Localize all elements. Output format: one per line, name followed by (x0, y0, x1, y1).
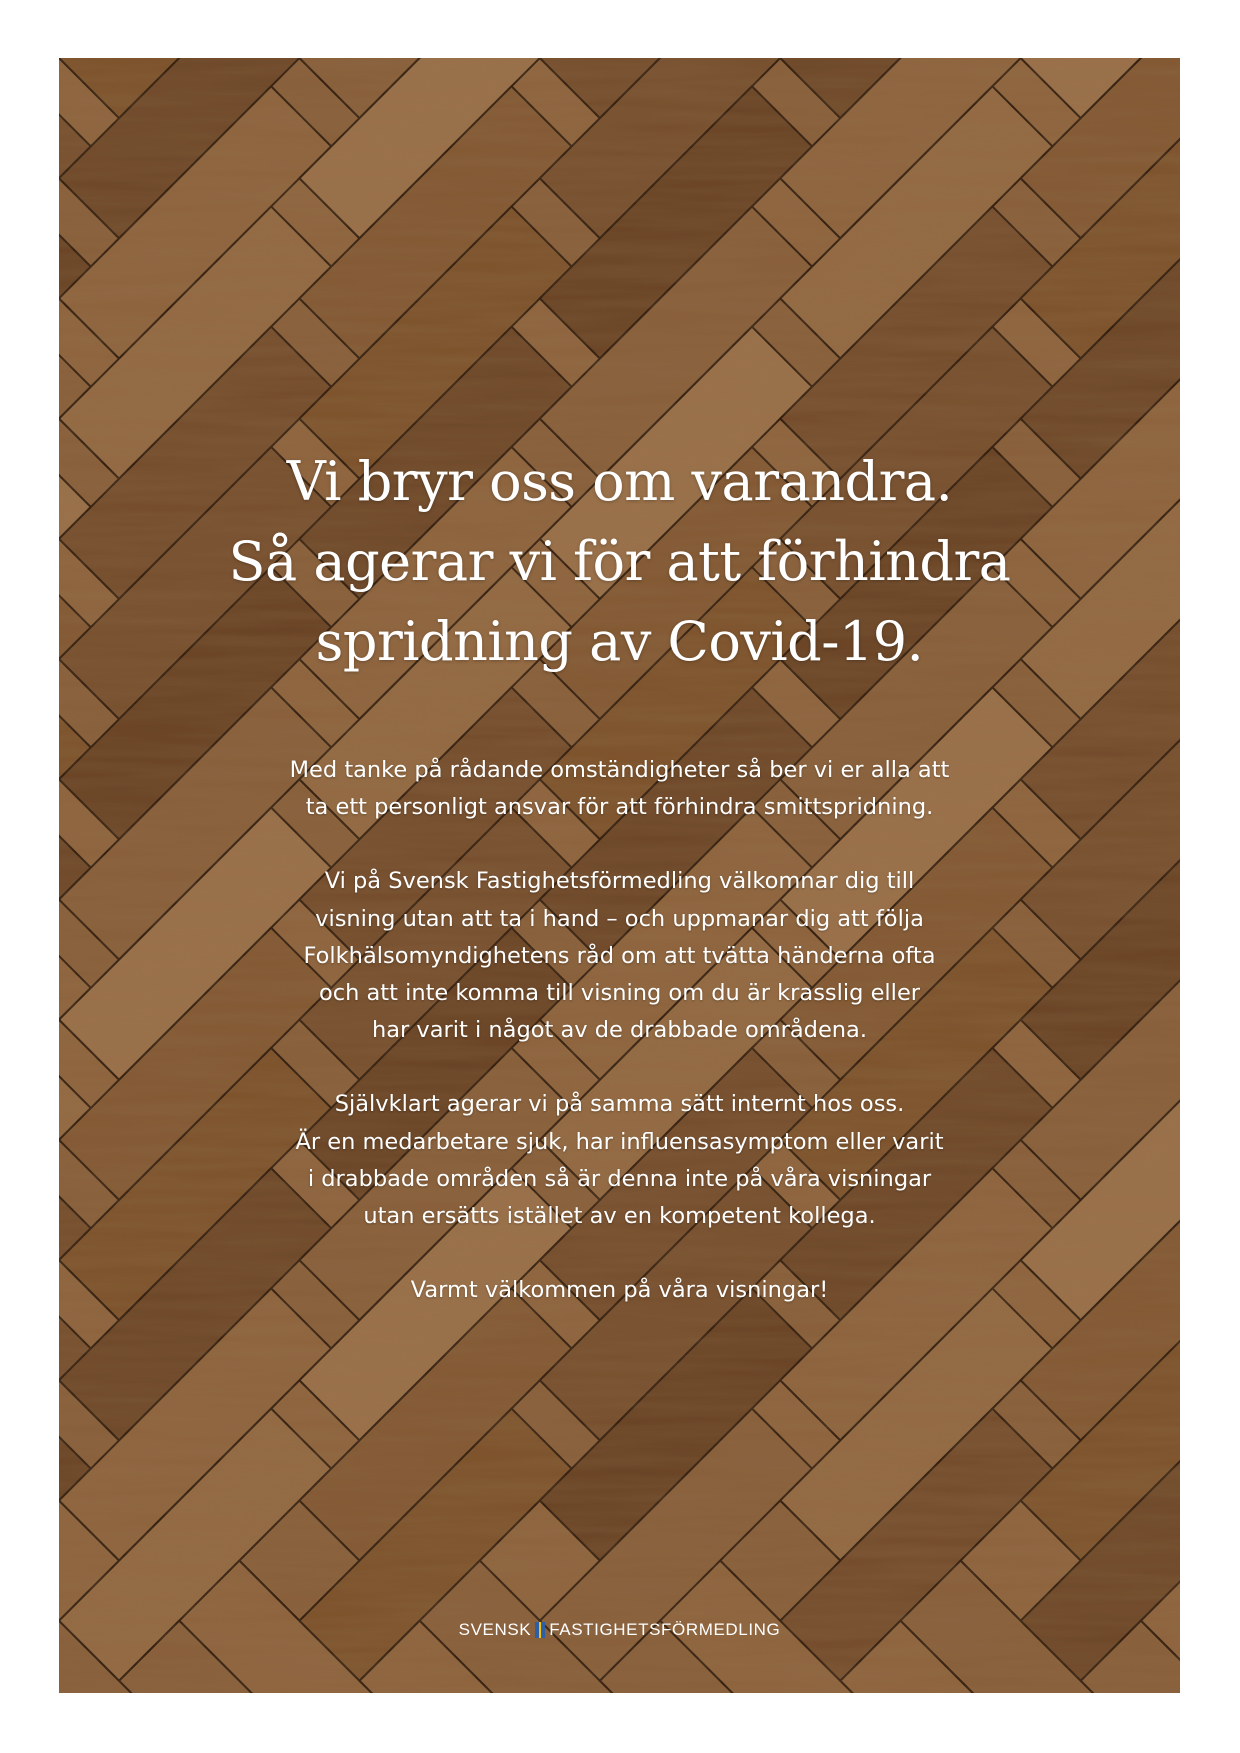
company-logo (59, 1620, 1180, 1640)
poster-content (59, 58, 1180, 1693)
text-line: Varmt välkommen på våra visningar! (410, 1277, 829, 1304)
paragraph-welcome (199, 863, 1040, 1049)
text-line: ta ett personligt ansvar för att förhindra smittspridning. (305, 794, 934, 821)
swedish-flag-icon (535, 1622, 545, 1638)
headline-line-1: Vi bryr oss om varandra. (286, 450, 953, 513)
poster (59, 58, 1180, 1693)
text-line: utan ersätts istället av en kompetent kollega. (363, 1203, 876, 1230)
text-line: har varit i något av de drabbade områdena. (371, 1017, 868, 1044)
text-line: Är en medarbetare sjuk, har influensasymptom eller varit (295, 1128, 944, 1155)
text-line: Vi på Svensk Fastighetsförmedling välkomnar dig till (324, 868, 915, 895)
text-line: Med tanke på rådande omständigheter så ber vi er alla att (289, 757, 950, 783)
text-line: i drabbade områden så är denna inte på våra visningar (307, 1165, 932, 1192)
text-line: visning utan att ta i hand – och uppmanar dig att följa (315, 905, 924, 932)
paragraph-intro (199, 752, 1040, 826)
text-line: Självklart agerar vi på samma sätt internt hos oss. (334, 1091, 905, 1118)
body-text (199, 752, 1040, 1346)
paragraph-internal (199, 1086, 1040, 1235)
paragraph-closing (199, 1272, 1040, 1309)
headline (99, 442, 1140, 682)
logo-word-fastighetsformedling: FASTIGHETSFÖRMEDLING (549, 1620, 781, 1639)
headline-line-3: spridning av Covid-19. (315, 610, 924, 673)
text-line: och att inte komma till visning om du är krasslig eller (318, 980, 921, 1007)
text-line: Folkhälsomyndighetens råd om att tvätta händerna ofta (303, 942, 936, 969)
logo-word-svensk: SVENSK (458, 1620, 532, 1639)
headline-line-2: Så agerar vi för att förhindra (228, 530, 1011, 593)
